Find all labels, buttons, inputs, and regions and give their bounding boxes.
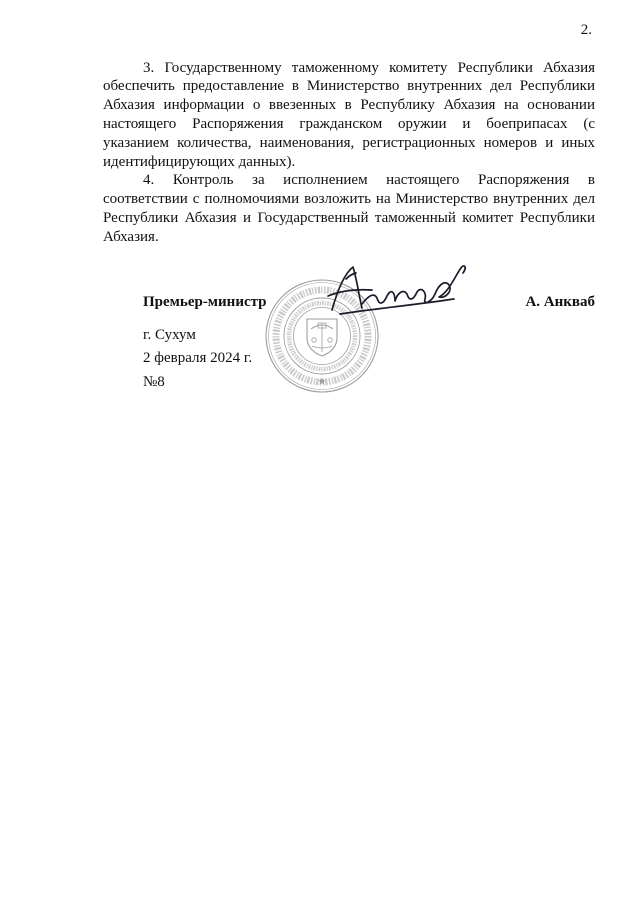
- issue-city: г. Сухум: [143, 326, 196, 343]
- page-number: 2.: [580, 22, 592, 38]
- paragraph-line: указанием количества, наименования, регистрационных номеров и иных: [103, 134, 595, 151]
- paragraph-4: [103, 171, 595, 246]
- paragraph-3: [103, 59, 595, 172]
- paragraph-line: Абхазия информации о ввезенных в Республику Абхазия на основании: [103, 97, 595, 114]
- signatory-position: Премьер-министр: [143, 293, 267, 310]
- paragraph-line: 4. Контроль за исполнением настоящего Распоряжения в: [143, 172, 595, 189]
- order-number: №8: [143, 373, 165, 390]
- paragraph-line: настоящего Распоряжения гражданском оружии и боеприпасах (с: [103, 115, 595, 132]
- paragraph-line: 3. Государственному таможенному комитету Республики Абхазия: [143, 59, 595, 76]
- signatory-name: А. Анкваб: [525, 293, 595, 310]
- issue-date: 2 февраля 2024 г.: [143, 349, 253, 366]
- paragraph-line: идентифицирующих данных).: [103, 153, 296, 170]
- paragraph-line: обеспечить предоставление в Министерство внутренних дел Республики: [103, 78, 595, 95]
- paragraph-line: соответствии с полномочиями возложить на Министерство внутренних дел: [103, 191, 595, 208]
- document-body: [103, 59, 595, 247]
- handwritten-signature: [322, 258, 472, 330]
- paragraph-line: Республики Абхазия и Государственный таможенный комитет Республики: [103, 209, 595, 226]
- paragraph-line: Абхазия.: [103, 228, 159, 245]
